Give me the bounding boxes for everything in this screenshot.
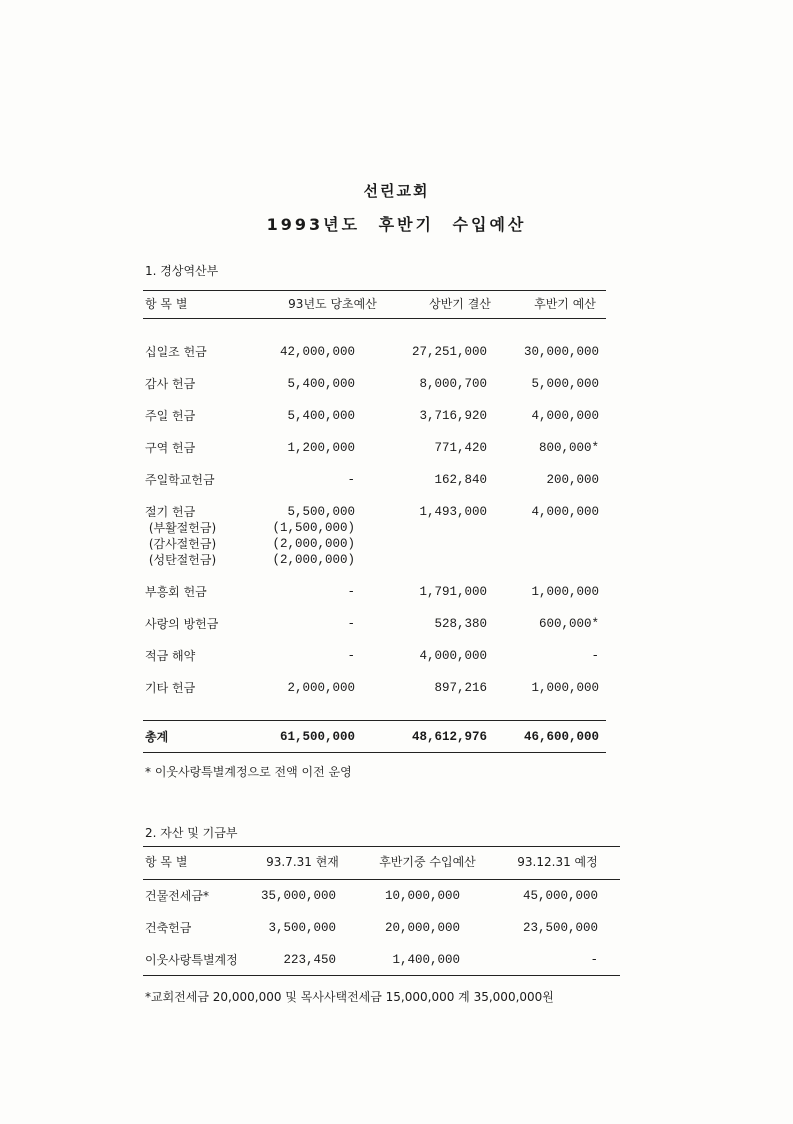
table1-row-budget: - — [347, 649, 355, 663]
table1-total-label: 총계 — [145, 730, 169, 744]
table1-row-budget: - — [347, 585, 355, 599]
table1-header-2: 상반기 결산 — [429, 297, 491, 311]
table1-row-budget: 2,000,000 — [287, 681, 355, 695]
table2-row-income: 1,400,000 — [392, 953, 460, 967]
table1-row-first_half: 8,000,700 — [419, 377, 487, 391]
table1-header-0: 항 목 별 — [145, 297, 188, 311]
table1-bottom-rule — [143, 752, 606, 753]
table1-row-label: 주일 헌금 — [145, 409, 196, 423]
table1-row-budget: 42,000,000 — [279, 345, 355, 359]
table2-row-label: 건물전세금* — [145, 889, 209, 903]
table1-row-budget: 5,400,000 — [287, 409, 355, 423]
table1-row-first_half: 3,716,920 — [419, 409, 487, 423]
table1-row-label: 기타 헌금 — [145, 681, 196, 695]
document-title: 선린교회 — [363, 182, 430, 200]
table2-row-planned: - — [590, 953, 598, 967]
table1-row-first_half: 1,493,000 — [419, 505, 487, 519]
table2-header-2: 후반기중 수입예산 — [379, 855, 476, 869]
table2-row-label: 건축헌금 — [145, 921, 192, 935]
table2-row-current: 35,000,000 — [260, 889, 336, 903]
table1-row-second_half: 4,000,000 — [531, 505, 599, 519]
table1-row-label: 부흥회 헌금 — [145, 585, 207, 599]
table1-row-first_half: 162,840 — [434, 473, 487, 487]
table2-top-rule — [143, 846, 620, 847]
table1-row-first_half: 27,251,000 — [411, 345, 487, 359]
table1-row-second_half: - — [591, 649, 599, 663]
table1-row-first_half: 528,380 — [434, 617, 487, 631]
table1-top-rule — [143, 290, 606, 291]
table1-row-second_half: 200,000 — [546, 473, 599, 487]
table2-header-rule — [143, 879, 620, 880]
table1-row-second_half: 5,000,000 — [531, 377, 599, 391]
table1-total-first_half: 48,612,976 — [411, 730, 487, 744]
table1-row-label: 절기 헌금 (부활절헌금) (감사절헌금) (성탄절헌금) — [145, 505, 217, 567]
table1-total-rule — [143, 720, 606, 721]
table1-row-first_half: 771,420 — [434, 441, 487, 455]
table1-row-budget: 5,500,000 (1,500,000) (2,000,000) (2,000,000) — [272, 505, 355, 567]
table1-row-label: 구역 헌금 — [145, 441, 196, 455]
table1-row-budget: - — [347, 617, 355, 631]
table1-total-second_half: 46,600,000 — [523, 730, 599, 744]
table2-bottom-rule — [143, 975, 620, 976]
table1-row-second_half: 30,000,000 — [523, 345, 599, 359]
table1-row-label: 사랑의 방헌금 — [145, 617, 219, 631]
table2-row-planned: 23,500,000 — [522, 921, 598, 935]
table1-row-label: 십일조 헌금 — [145, 345, 207, 359]
table1-row-budget: 1,200,000 — [287, 441, 355, 455]
table1-row-second_half: 600,000* — [538, 617, 599, 631]
table2-row-current: 223,450 — [283, 953, 336, 967]
table1-row-label: 적금 해약 — [145, 649, 196, 663]
section1-heading: 1. 경상역산부 — [145, 264, 219, 278]
table2-row-planned: 45,000,000 — [522, 889, 598, 903]
table1-row-second_half: 1,000,000 — [531, 681, 599, 695]
table1-row-first_half: 897,216 — [434, 681, 487, 695]
table2-header-3: 93.12.31 예정 — [517, 855, 598, 869]
table1-row-budget: 5,400,000 — [287, 377, 355, 391]
table2-row-current: 3,500,000 — [268, 921, 336, 935]
table2-header-1: 93.7.31 현재 — [266, 855, 339, 869]
table2-header-0: 항 목 별 — [145, 855, 188, 869]
table1-row-second_half: 800,000* — [538, 441, 599, 455]
section2-heading: 2. 자산 및 기금부 — [145, 826, 238, 840]
table1-header-1: 93년도 당초예산 — [288, 297, 377, 311]
document-subtitle: 1993년도 후반기 수입예산 — [266, 215, 527, 234]
table2-row-income: 10,000,000 — [384, 889, 460, 903]
table1-row-label: 주일학교헌금 — [145, 473, 215, 487]
table1-row-first_half: 1,791,000 — [419, 585, 487, 599]
table1-header-rule — [143, 318, 606, 319]
table1-total-budget: 61,500,000 — [279, 730, 355, 744]
table1-row-first_half: 4,000,000 — [419, 649, 487, 663]
section1-footnote: * 이웃사랑특별계정으로 전액 이전 운영 — [145, 765, 352, 779]
table1-row-budget: - — [347, 473, 355, 487]
section2-footnote: *교회전세금 20,000,000 및 목사사택전세금 15,000,000 계 35,000,000원 — [145, 990, 554, 1004]
table2-row-label: 이웃사랑특별계정 — [145, 953, 238, 967]
table1-row-second_half: 1,000,000 — [531, 585, 599, 599]
table2-row-income: 20,000,000 — [384, 921, 460, 935]
table1-row-second_half: 4,000,000 — [531, 409, 599, 423]
table1-row-label: 감사 헌금 — [145, 377, 196, 391]
table1-header-3: 후반기 예산 — [534, 297, 596, 311]
